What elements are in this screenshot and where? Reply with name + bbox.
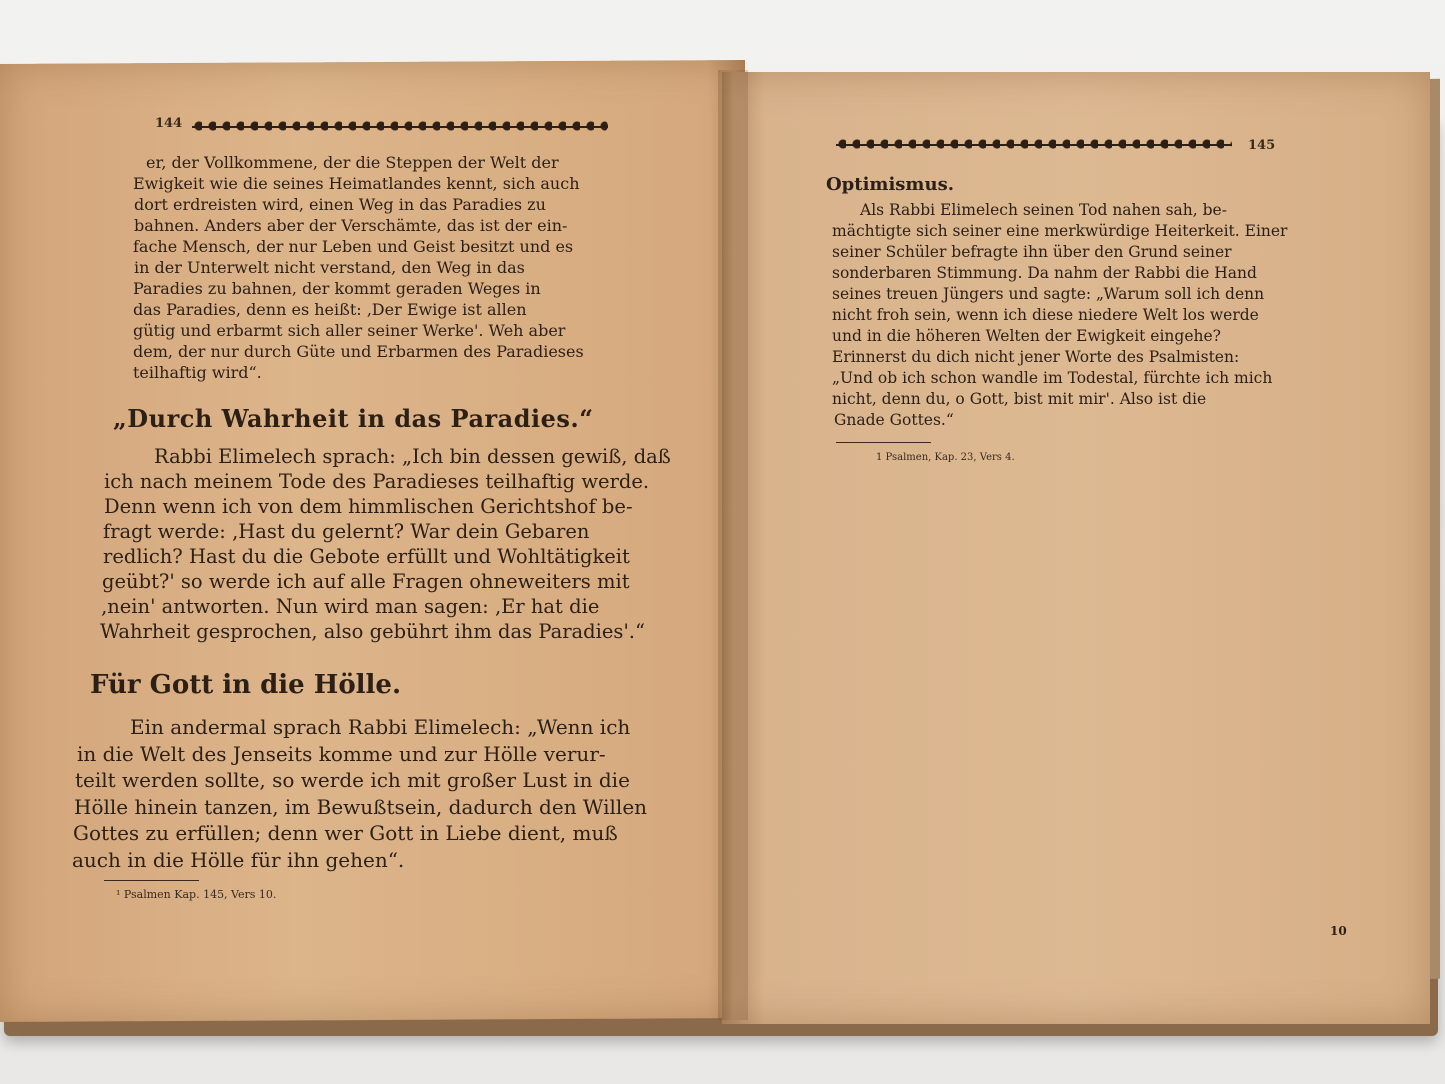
footnote-right: 1 Psalmen, Kap. 23, Vers 4. — [876, 452, 1015, 463]
header-ornament-right-pattern — [836, 138, 1232, 150]
text-line: geübt?' so werde ich auf alle Fragen ohneweiters mit — [102, 570, 630, 593]
text-line: teilt werden sollte, so werde ich mit großer Lust in die — [75, 768, 630, 792]
text-line: fragt werde: ‚Hast du gelernt? War dein Gebaren — [103, 520, 590, 543]
text-line: Als Rabbi Elimelech seinen Tod nahen sah, be- — [860, 201, 1227, 219]
text-line: Gnade Gottes.“ — [834, 411, 954, 429]
text-line: Wahrheit gesprochen, also gebührt ihm das Paradies'.“ — [100, 620, 645, 643]
text-line: und in die höheren Welten der Ewigkeit eingehe? — [832, 327, 1221, 345]
text-line: Paradies zu bahnen, der kommt geraden Weges in — [133, 279, 541, 298]
text-line: sonderbaren Stimmung. Da nahm der Rabbi die Hand — [832, 264, 1257, 282]
text-line: seiner Schüler befragte ihn über den Grund seiner — [832, 243, 1232, 261]
text-line: dort erdreisten wird, einen Weg in das Paradies zu — [134, 195, 546, 214]
page-number-right: 145 — [1248, 138, 1276, 153]
text-line: Hölle hinein tanzen, im Bewußtsein, dadurch den Willen — [74, 794, 648, 819]
text-line: „Und ob ich schon wandle im Todestal, fürchte ich mich — [832, 369, 1273, 387]
section-title-hell: Für Gott in die Hölle. — [90, 670, 402, 700]
text-line: das Paradies, denn es heißt: ‚Der Ewige ist allen — [133, 300, 527, 319]
header-ornament-left-pattern — [192, 120, 608, 132]
text-line: in der Unterwelt nicht verstand, den Weg in das — [134, 258, 525, 277]
text-line: Gottes zu erfüllen; denn wer Gott in Liebe dient, muß — [73, 821, 618, 845]
text-line: ich nach meinem Tode des Paradieses teilhaftig werde. — [104, 470, 650, 493]
footnote-rule-right — [836, 442, 931, 443]
text-line: mächtigte sich seiner eine merkwürdige Heiterkeit. Einer — [832, 222, 1288, 240]
text-line: bahnen. Anders aber der Verschämte, das ist der ein- — [134, 216, 568, 235]
footnote-left: ¹ Psalmen Kap. 145, Vers 10. — [116, 888, 277, 901]
signature-mark: 10 — [1330, 924, 1347, 938]
text-line: Denn wenn ich von dem himmlischen Gerichtshof be- — [104, 495, 633, 518]
text-line: auch in die Hölle für ihn gehen“. — [72, 847, 405, 872]
text-line: Erinnerst du dich nicht jener Worte des Psalmisten: — [832, 348, 1240, 366]
text-line: nicht froh sein, wenn ich diese niedere Welt los werde — [832, 306, 1259, 324]
text-line: redlich? Hast du die Gebote erfüllt und Wohltätigkeit — [103, 545, 630, 568]
text-line: seines treuen Jüngers und sagte: „Warum soll ich denn — [832, 285, 1265, 303]
text-line: nicht, denn du, o Gott, bist mit mir'. Also ist die — [832, 390, 1207, 408]
text-line: er, der Vollkommene, der die Steppen der Welt der — [146, 153, 559, 172]
section-optimism-body — [832, 200, 1288, 431]
text-line: Ein andermal sprach Rabbi Elimelech: „Wenn ich — [130, 715, 631, 739]
section-hell-body — [72, 714, 648, 873]
text-line: dem, der nur durch Güte und Erbarmen des Paradieses — [133, 342, 584, 361]
section-title-optimism: Optimismus. — [826, 174, 954, 195]
text-line: in die Welt des Jenseits komme und zur Hölle verur- — [77, 741, 606, 766]
text-line: Ewigkeit wie die seines Heimatlandes kennt, sich auch — [133, 174, 580, 193]
left-intro-paragraph — [133, 152, 584, 383]
page-number-left: 144 — [155, 116, 183, 131]
text-line: teilhaftig wird“. — [133, 363, 262, 382]
text-line: fache Mensch, der nur Leben und Geist besitzt und es — [133, 237, 574, 256]
text-line: ‚nein' antworten. Nun wird man sagen: ‚Er hat die — [101, 595, 600, 618]
section-title-paradise: „Durch Wahrheit in das Paradies.“ — [113, 404, 594, 433]
book-gutter — [718, 70, 748, 1020]
text-line: Rabbi Elimelech sprach: „Ich bin dessen gewiß, daß — [154, 445, 671, 468]
section-paradise-body — [100, 444, 671, 644]
footnote-rule-left — [104, 880, 199, 881]
text-line: gütig und erbarmt sich aller seiner Werke'. Weh aber — [133, 321, 566, 340]
